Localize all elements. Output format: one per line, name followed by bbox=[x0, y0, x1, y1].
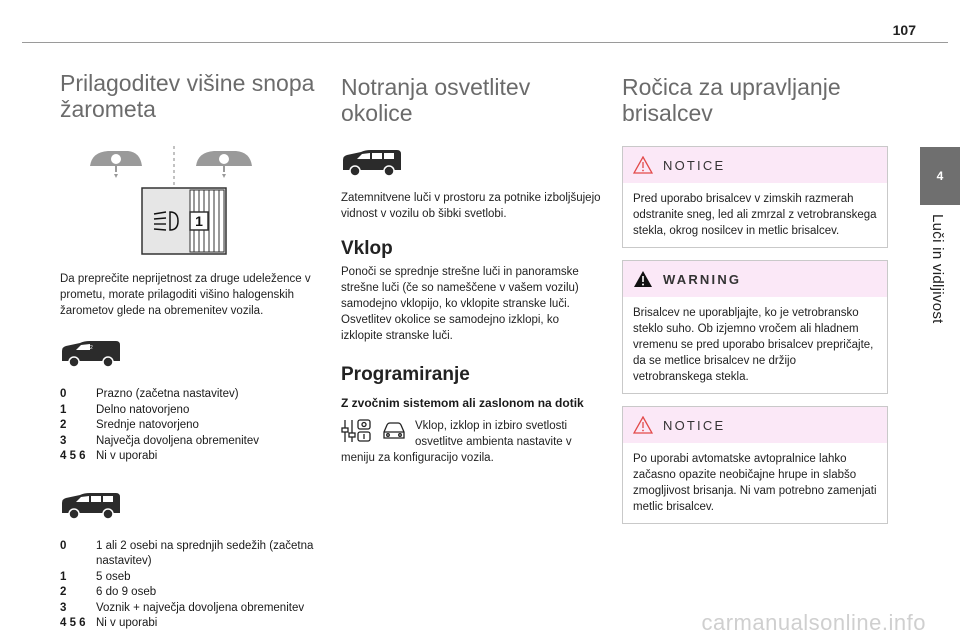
legend-key: 3 bbox=[60, 601, 67, 614]
notice-triangle-icon bbox=[633, 416, 653, 434]
notice-title: NOTICE bbox=[663, 157, 726, 173]
chapter-tab[interactable]: 4 bbox=[920, 147, 960, 205]
notice-box-2 bbox=[622, 406, 888, 524]
warning-triangle-icon bbox=[633, 270, 653, 288]
legend-text: 6 do 9 oseb bbox=[96, 586, 157, 598]
headlamp-dial bbox=[142, 188, 226, 254]
column-headlamp-adjustment bbox=[60, 70, 322, 632]
legend-text: Srednje natovorjeno bbox=[96, 419, 199, 431]
legend-key: 4 5 6 bbox=[60, 450, 86, 462]
vklop-text: Ponoči se sprednje strešne luči in panoramske strešne luči (če so nameščene v vašem vozilu) samodejno vklopijo, ko vklopite stranske luči. Osvetlitev okolice se samodejno izklopi, ko izklopite stranske luči. bbox=[341, 266, 579, 342]
column-wiper-control bbox=[622, 70, 888, 524]
legend-key: 1 bbox=[60, 570, 67, 583]
heading-programiranje: Programiranje bbox=[341, 364, 470, 385]
notice-text: Po uporabi avtomatske avtopralnice lahko začasno opazite neobičajne hrupe in slabšo zmogljivost brisanja. Ni vam potrebno zamenjati metlic brisalcev. bbox=[633, 453, 877, 513]
notice-text: Pred uporabo brisalcev v zimskih razmerah odstranite sneg, led ali zmrzal z vetrobranskega stekla, okrog nosilcev in metlic brisalcev. bbox=[633, 193, 877, 237]
legend-row bbox=[60, 418, 259, 434]
programiranje-row bbox=[341, 418, 603, 450]
section-title-headlamp: Prilagoditev višine snopa žarometa bbox=[60, 70, 315, 122]
legend-key: 3 bbox=[60, 434, 67, 447]
legend-row bbox=[60, 449, 259, 465]
section-title-ambient: Notranja osvetlitev okolice bbox=[341, 74, 531, 126]
legend-row bbox=[60, 539, 322, 570]
legend-text: Voznik + največja dovoljena obremenitev bbox=[96, 601, 305, 614]
high-beam-car-icon bbox=[196, 151, 252, 178]
legend-key: 0 bbox=[60, 388, 67, 400]
car-settings-icon bbox=[381, 418, 407, 444]
load-legend-van-a bbox=[60, 387, 259, 465]
legend-key: 4 5 6 bbox=[60, 617, 86, 629]
legend-text: Ni v uporabi bbox=[96, 450, 158, 462]
section-title-wipers: Ročica za upravljanje brisalcev bbox=[622, 74, 841, 126]
headlamp-intro-text: Da preprečite neprijetnost za druge udeležence v prometu, morate prilagoditi višino halogenskih žarometov glede na obremenitev vozila. bbox=[60, 273, 311, 317]
warning-box bbox=[622, 260, 888, 394]
notice-box-1 bbox=[622, 146, 888, 248]
notice-title: NOTICE bbox=[663, 417, 726, 433]
programiranje-text-line2: osvetlitve ambienta nastavite v bbox=[415, 436, 572, 448]
ambient-intro-text: Zatemnitvene luči v prostoru za potnike izboljšujejo vidnost v vozilu ob šibki svetlobi. bbox=[341, 192, 601, 220]
settings-sliders-icon bbox=[341, 418, 373, 444]
heading-vklop: Vklop bbox=[341, 238, 393, 259]
legend-text: Največja dovoljena obremenitev bbox=[96, 434, 260, 447]
warning-title: WARNING bbox=[663, 271, 742, 287]
legend-key: 0 bbox=[60, 539, 67, 552]
low-beam-car-icon bbox=[90, 151, 142, 178]
legend-key: 2 bbox=[60, 586, 67, 598]
programiranje-text-line1: Vklop, izklop in izbiro svetlosti bbox=[415, 420, 568, 432]
svg-text:2: 2 bbox=[90, 345, 93, 351]
watermark: carmanualsonline.info bbox=[701, 610, 926, 635]
legend-text: 5 oseb bbox=[96, 570, 131, 583]
legend-key: 2 bbox=[60, 419, 67, 431]
legend-row bbox=[60, 616, 322, 632]
legend-row bbox=[60, 570, 322, 586]
legend-text: Delno natovorjeno bbox=[96, 403, 190, 416]
column-ambient-lighting bbox=[341, 70, 603, 466]
legend-row bbox=[60, 601, 322, 617]
legend-key: 1 bbox=[60, 403, 67, 416]
legend-row bbox=[60, 387, 259, 403]
warning-text: Brisalcev ne uporabljajte, ko je vetrobransko steklo suho. Ob izjemno vročem ali hladnem vremenu se pred uporabo brisalcev prepričajte, da se metlice brisalcev ne držijo vetrobranskega stekla. bbox=[633, 307, 874, 383]
programiranje-subheading: Z zvočnim sistemom ali zaslonom na dotik bbox=[341, 396, 584, 410]
van-icon bbox=[60, 339, 122, 369]
legend-row bbox=[60, 434, 259, 450]
legend-row bbox=[60, 585, 322, 601]
legend-text: Prazno (začetna nastavitev) bbox=[96, 388, 239, 400]
passenger-van-icon bbox=[341, 148, 403, 178]
legend-text: Ni v uporabi bbox=[96, 617, 158, 629]
legend-row bbox=[60, 403, 259, 419]
load-legend-van-b bbox=[60, 539, 322, 632]
chapter-title: Luči in vidljivost bbox=[929, 214, 946, 324]
headlamp-adjust-illustration bbox=[86, 144, 262, 258]
notice-triangle-icon bbox=[633, 156, 653, 174]
programiranje-text-line3: meniju za konfiguracijo vozila. bbox=[341, 452, 494, 464]
passenger-van-icon bbox=[60, 491, 122, 521]
top-rule bbox=[22, 42, 948, 43]
legend-text: 1 ali 2 osebi na sprednjih sedežih (začetna nastavitev) bbox=[96, 539, 314, 567]
page-number: 107 bbox=[892, 22, 916, 38]
dial-position-label: 1 bbox=[195, 213, 203, 229]
